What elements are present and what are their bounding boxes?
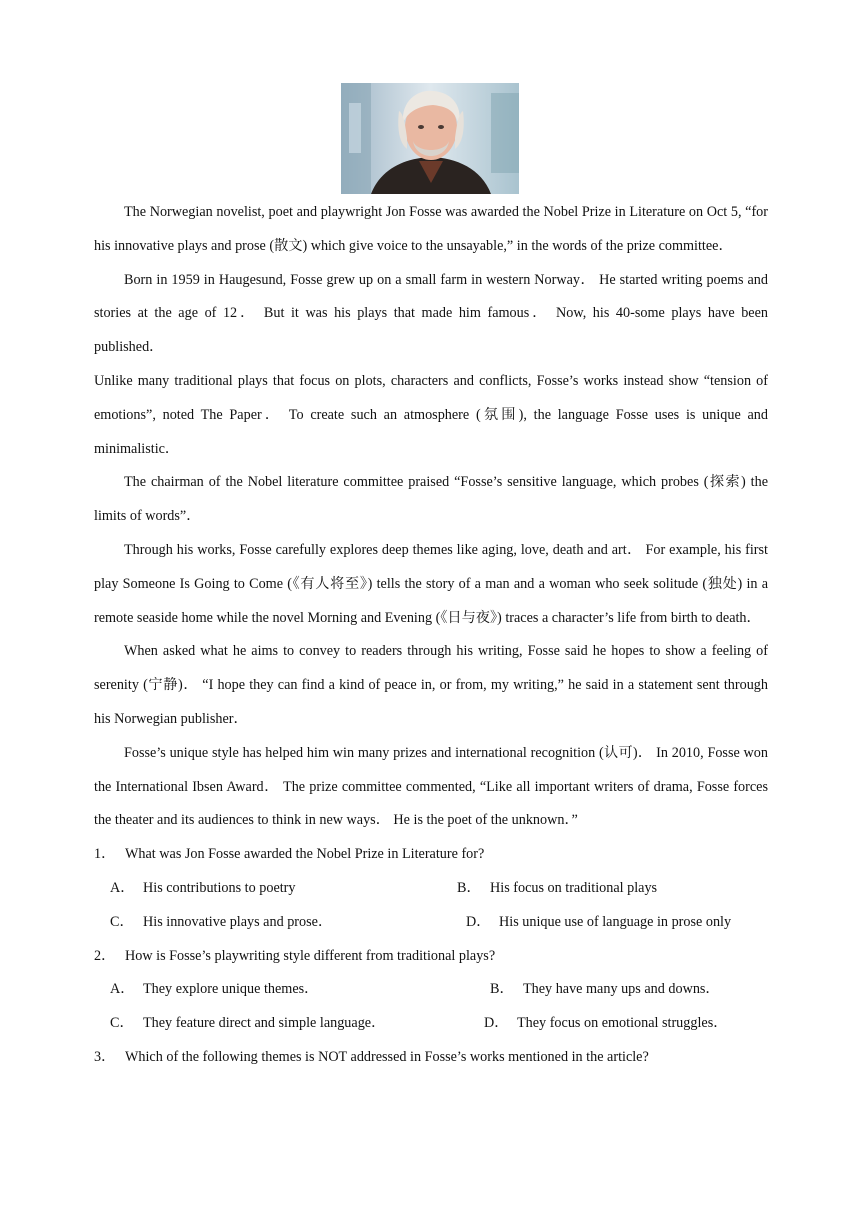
option-c[interactable]: [110, 906, 332, 940]
option-letter: D．: [484, 1015, 509, 1032]
option-b[interactable]: [457, 872, 657, 906]
article-paragraph: Fosse’s unique style has helped him win many prizes and international recognition (认可)． In 2010, Fosse won the International Ibsen Award． The prize committee commented, “Like all important writers of drama, Fosse forces the theater and its audiences to think in new ways． He is the poet of the unknown．”: [94, 744, 768, 829]
article-paragraph: Unlike many traditional plays that focus on plots, characters and conflicts, Fosse’s works instead show “tension of emotions”, noted The Paper． To create such an atmosphere (氛围), the language Fosse uses is unique and minimalistic．: [94, 372, 768, 457]
question-3: [94, 1041, 768, 1075]
option-text: His contributions to poetry: [143, 879, 296, 896]
option-d[interactable]: [466, 906, 731, 940]
article-paragraph: Through his works, Fosse carefully explores deep themes like aging, love, death and art． For example, his first play Someone Is Going to Come (《有人将至》) tells the story of a man and a woman who seek solitude (独处) in a remote seaside home while the novel Morning and Evening (《日与夜》) traces a character’s life from birth to death．: [94, 541, 768, 626]
question-2: [94, 940, 768, 974]
option-letter: A．: [110, 879, 135, 896]
article-paragraph: Born in 1959 in Haugesund, Fosse grew up on a small farm in western Norway． He started writing poems and stories at the age of 12． But it was his plays that made him famous． Now, his 40-some plays have been published．: [94, 271, 768, 356]
option-letter: C．: [110, 1015, 134, 1032]
option-letter: A．: [110, 981, 135, 998]
question-1-options-row: [94, 906, 768, 940]
option-text: They have many ups and downs．: [523, 981, 720, 998]
option-text: They focus on emotional struggles．: [517, 1015, 728, 1032]
question-number: 1．: [94, 846, 116, 863]
article-content: [94, 196, 768, 1075]
author-photo: [341, 83, 519, 194]
option-letter: C．: [110, 913, 134, 930]
question-1: [94, 838, 768, 872]
option-a[interactable]: [110, 973, 318, 1007]
portrait-image: [341, 83, 519, 194]
option-letter: B．: [490, 981, 514, 998]
option-b[interactable]: [490, 973, 720, 1007]
question-2-options-row: [94, 1007, 768, 1041]
option-text: His innovative plays and prose．: [143, 913, 333, 930]
option-letter: D．: [466, 913, 491, 930]
option-text: His focus on traditional plays: [490, 879, 658, 896]
option-d[interactable]: [484, 1007, 727, 1041]
question-1-options-row: [94, 872, 768, 906]
question-number: 2．: [94, 947, 116, 964]
article-paragraph: The chairman of the Nobel literature committee praised “Fosse’s sensitive language, which probes (探索) the limits of words”．: [94, 474, 768, 525]
article-paragraph: When asked what he aims to convey to readers through his writing, Fosse said he hopes to show a feeling of serenity (宁静)． “I hope they can find a kind of peace in, or from, my writing,” he said in a statement sent through his Norwegian publisher．: [94, 643, 768, 727]
option-letter: B．: [457, 879, 481, 896]
question-text: Which of the following themes is NOT addressed in Fosse’s works mentioned in the article?: [125, 1048, 649, 1065]
option-c[interactable]: [110, 1007, 385, 1041]
question-2-options-row: [94, 973, 768, 1007]
option-text: They feature direct and simple language．: [143, 1015, 386, 1032]
question-text: How is Fosse’s playwriting style different from traditional plays?: [125, 947, 496, 964]
article-paragraph: The Norwegian novelist, poet and playwright Jon Fosse was awarded the Nobel Prize in Literature on Oct 5, “for his innovative plays and prose (散文) which give voice to the unsayable,” in the words of the prize committee．: [94, 204, 768, 254]
option-text: His unique use of language in prose only: [499, 913, 732, 930]
option-a[interactable]: [110, 872, 296, 906]
question-number: 3．: [94, 1048, 116, 1065]
option-text: They explore unique themes．: [143, 981, 319, 998]
question-text: What was Jon Fosse awarded the Nobel Prize in Literature for?: [125, 846, 485, 863]
